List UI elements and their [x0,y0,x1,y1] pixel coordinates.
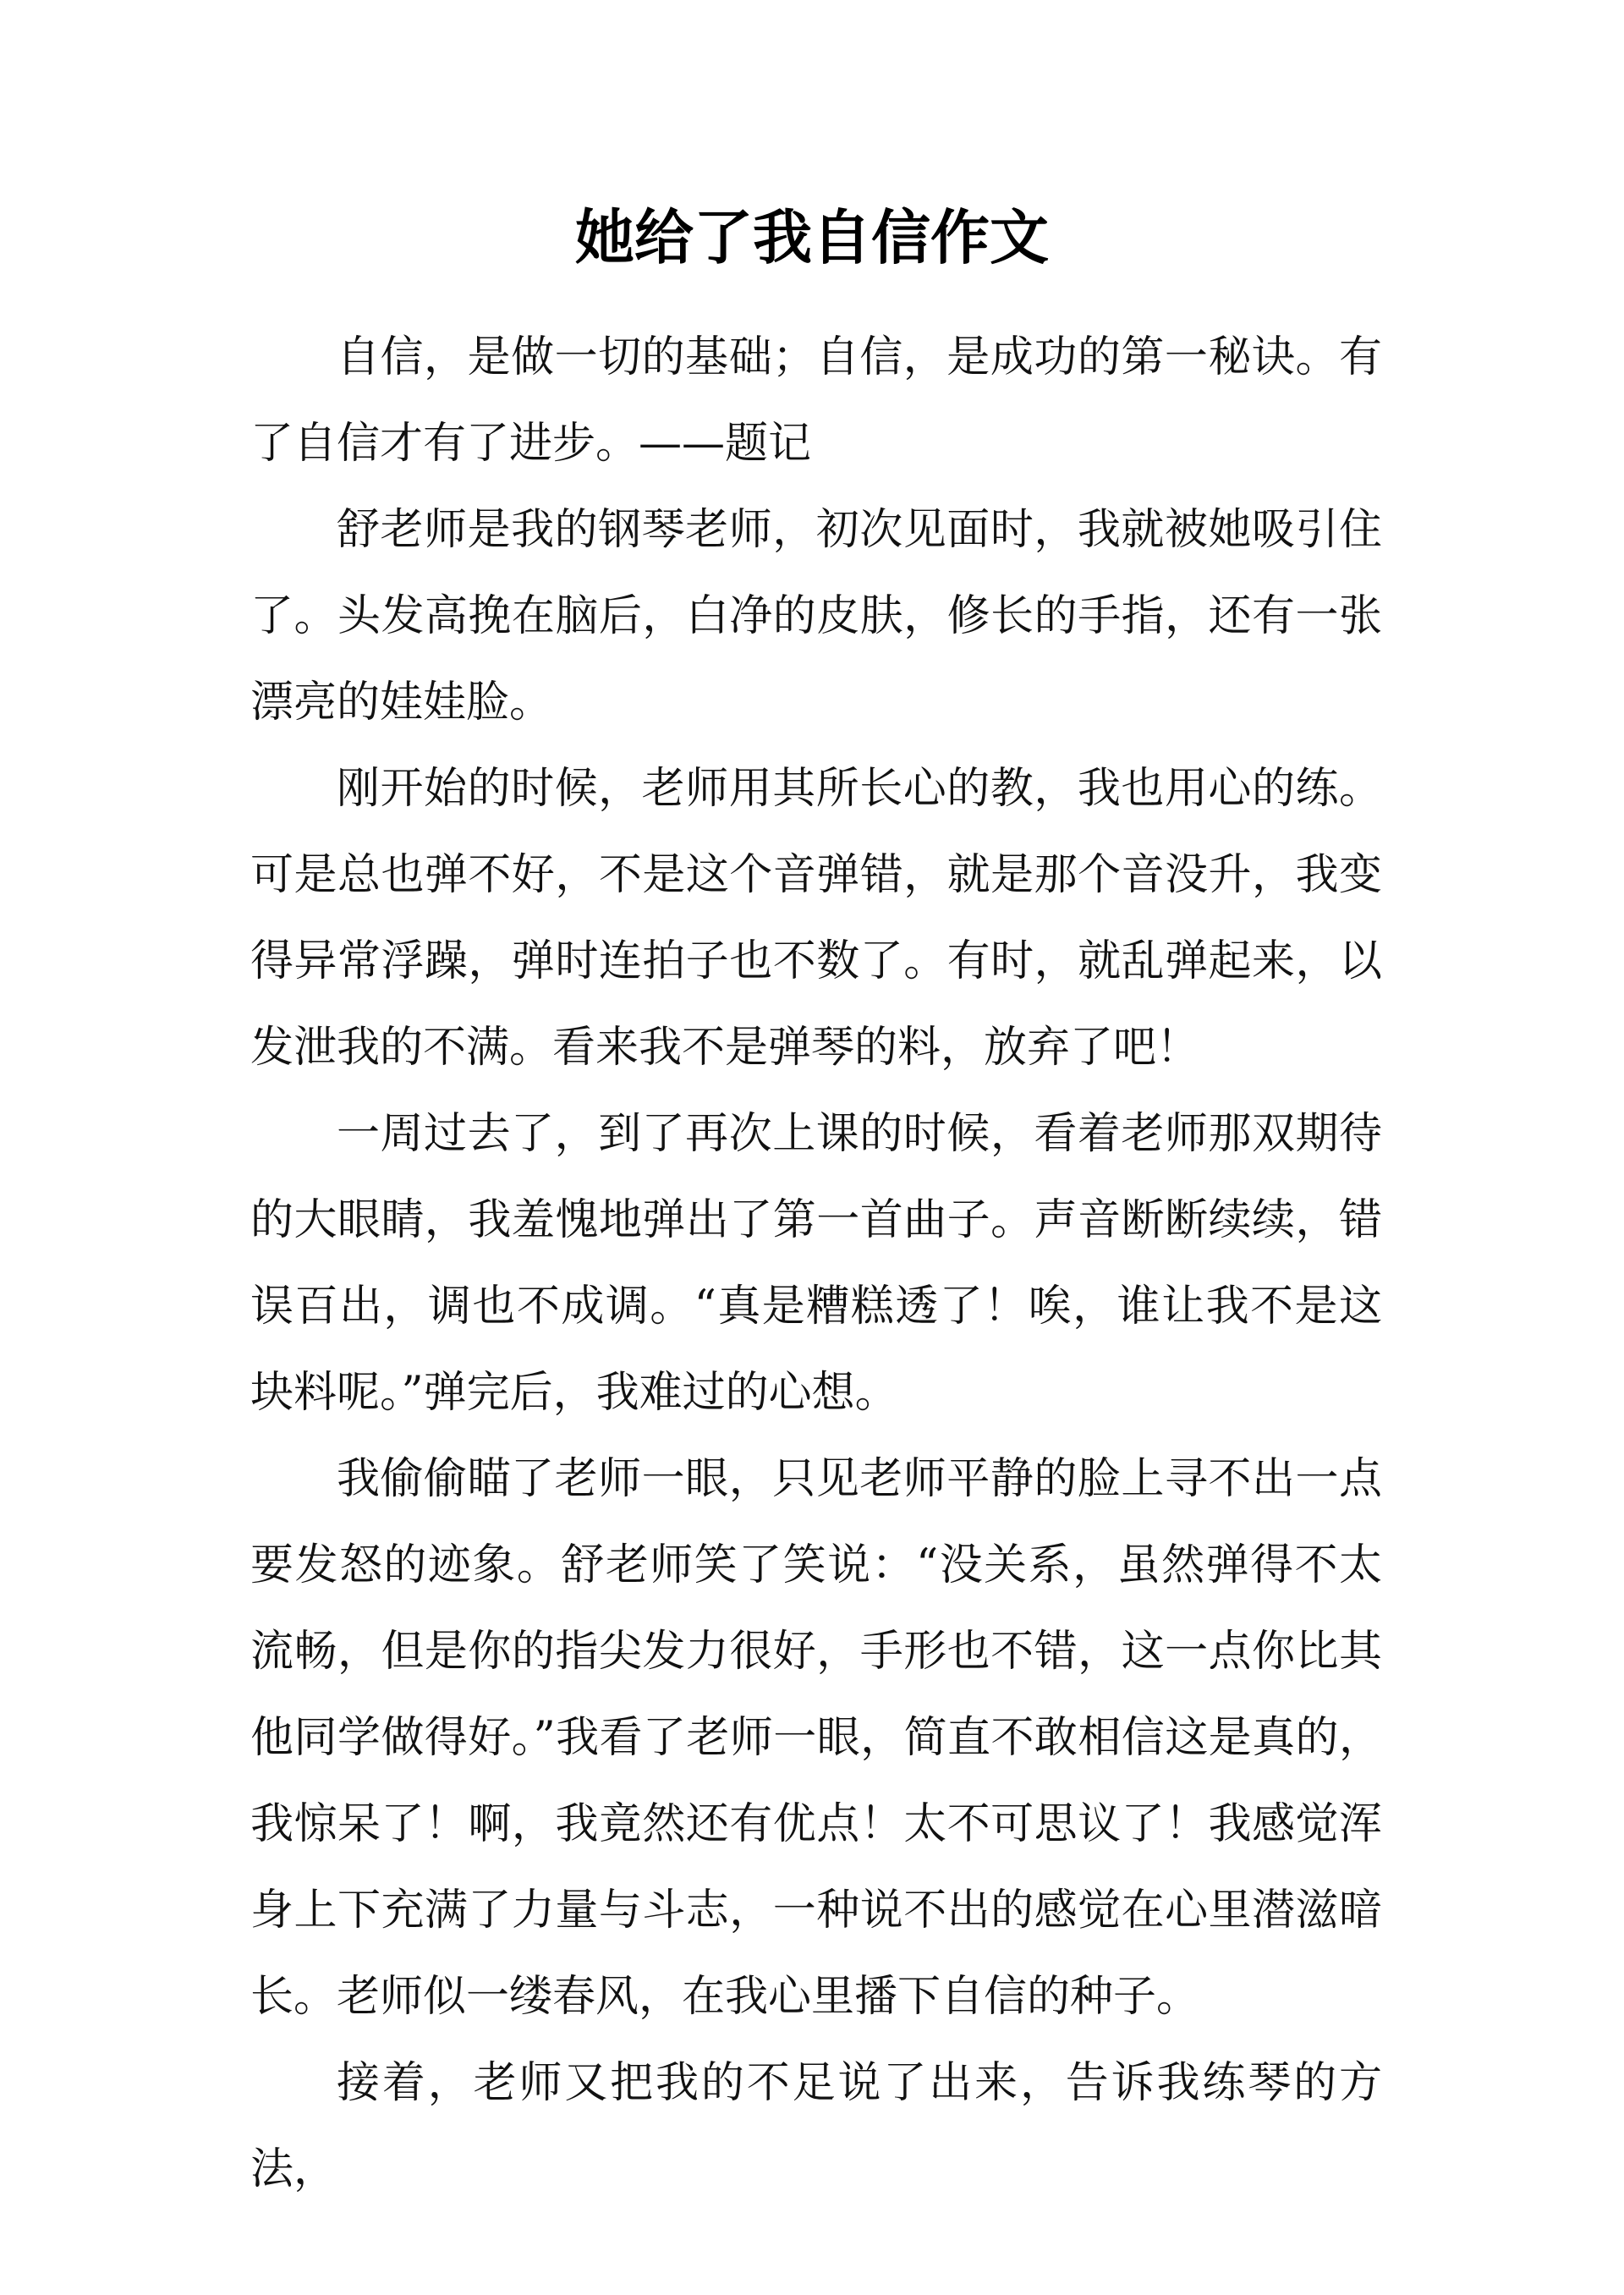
paragraph: 我偷偷瞄了老师一眼，只见老师平静的脸上寻不出一点要发怒的迹象。舒老师笑了笑说：“没关系，虽然弹得不太流畅，但是你的指尖发力很好，手形也不错，这一点你比其他同学做得好。”我看了老师一眼，简直不敢相信这是真的，我惊呆了！啊，我竟然还有优点！太不可思议了！我感觉浑身上下充满了力量与斗志，一种说不出的感觉在心里潜滋暗长。老师似一缕春风，在我心里播下自信的种子。 [250,1454,1382,2022]
paragraph-epigraph: 自信，是做一切的基础；自信，是成功的第一秘诀。有了自信才有了进步。——题记 [250,332,1382,469]
document-title: 她给了我自信作文 [575,203,1049,272]
document-body [250,315,1382,2213]
paragraph: 舒老师是我的钢琴老师，初次见面时，我就被她吸引住了。头发高挽在脑后，白净的皮肤，修长的手指，还有一张漂亮的娃娃脸。 [250,505,1382,727]
paragraph: 刚开始的时候，老师用其所长心的教，我也用心的练。可是总也弹不好，不是这个音弹错，就是那个音没升，我变得异常浮躁，弹时连拍子也不数了。有时，就乱弹起来，以发泄我的不满。看来我不是弹琴的料，放弃了吧！ [250,764,1382,1073]
paragraph: 接着，老师又把我的不足说了出来，告诉我练琴的方法， [250,2058,1382,2194]
paragraph: 一周过去了，到了再次上课的时候，看着老师那双期待的大眼睛，我羞愧地弹出了第一首曲子。声音断断续续，错误百出，调也不成调。“真是糟糕透了！唉，谁让我不是这块料呢。”弹完后，我难过的心想。 [250,1109,1382,1418]
